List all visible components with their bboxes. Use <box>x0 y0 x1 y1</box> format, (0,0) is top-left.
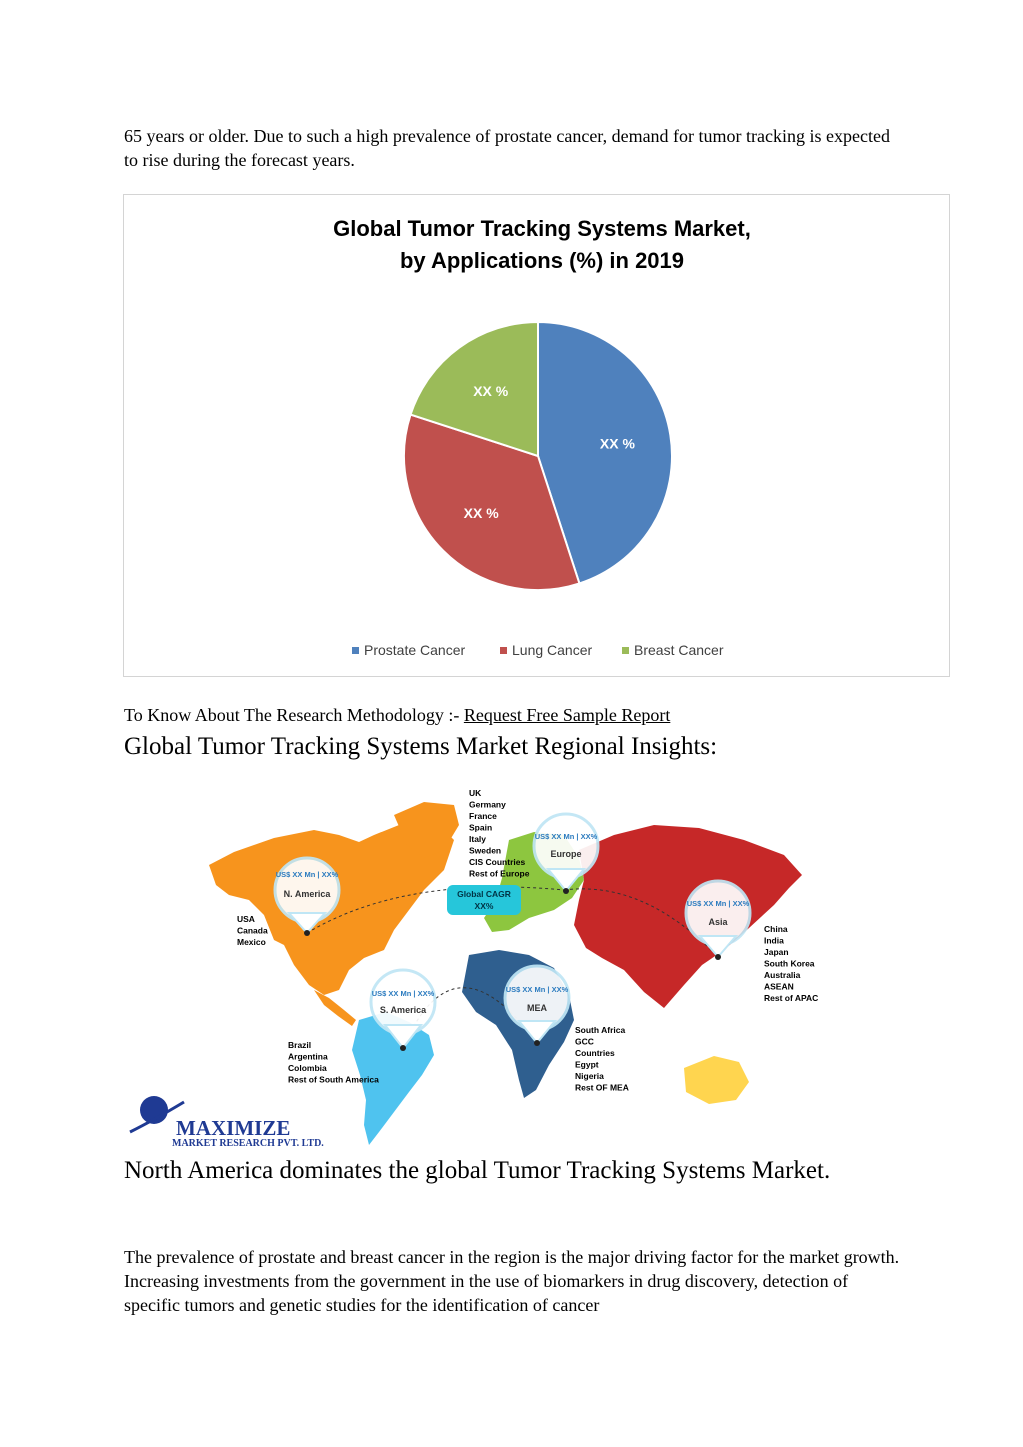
logo-tagline: MARKET RESEARCH PVT. LTD. <box>172 1138 324 1149</box>
logo-wordmark: MAXIMIZE <box>176 1116 291 1140</box>
country-label: Countries <box>575 1048 615 1058</box>
country-label: Australia <box>764 970 801 980</box>
pie-slice-label: XX % <box>599 435 635 452</box>
pin-name-na: N. America <box>283 889 331 899</box>
country-label: Nigeria <box>575 1071 604 1081</box>
central-america-landmass <box>314 990 356 1026</box>
chart-title-line-1: Global Tumor Tracking Systems Market, <box>333 216 751 241</box>
australia-landmass <box>684 1056 749 1104</box>
country-label: France <box>469 811 497 821</box>
country-label: Rest of Europe <box>469 868 530 879</box>
country-label: Sweden <box>469 845 502 856</box>
country-label: South Korea <box>764 958 815 969</box>
country-label: Mexico <box>237 937 266 947</box>
country-label: Rest of APAC <box>764 993 819 1003</box>
pin-name-europe: Europe <box>550 849 582 859</box>
pin-value-mea: US$ XX Mn | XX% <box>505 985 569 994</box>
country-label: USA <box>237 914 255 924</box>
cagr-label: Global CAGR <box>457 889 511 899</box>
prevalence-paragraph: The prevalence of prostate and breast cancer in the region is the major driving factor for the market growth. Increasing investments from the government in the use of biomarkers in drug discovery, detection of specific tumors and genetic studies for the identification of cancer <box>124 1247 900 1315</box>
country-label: Rest of South America <box>288 1074 379 1085</box>
country-label: GCC <box>575 1036 594 1047</box>
pie-chart <box>124 195 949 676</box>
europe-country-list <box>469 788 530 879</box>
country-label: Egypt <box>575 1059 599 1070</box>
country-label: India <box>764 935 784 946</box>
legend-swatch <box>500 647 507 654</box>
country-label: Japan <box>764 947 789 957</box>
country-label: Rest OF MEA <box>575 1082 629 1093</box>
legend-label: Prostate Cancer <box>364 642 466 658</box>
country-label: Argentina <box>288 1051 328 1062</box>
pin-name-sa: S. America <box>379 1005 427 1015</box>
country-label: Germany <box>469 799 506 810</box>
intro-paragraph: 65 years or older. Due to such a high prevalence of prostate cancer, demand for tumor tracking is expected to rise during the forecast years. <box>124 126 890 170</box>
country-label: UK <box>469 788 482 798</box>
apac-country-list <box>764 924 818 1003</box>
pie-slice-label: XX % <box>463 504 499 521</box>
methodology-prefix: To Know About The Research Methodology :- <box>124 705 464 725</box>
legend-swatch <box>622 647 629 654</box>
legend-label: Breast Cancer <box>634 642 724 658</box>
request-sample-link[interactable]: Request Free Sample Report <box>463 705 671 725</box>
regional-map-figure <box>124 780 824 1152</box>
pin-value-europe: US$ XX Mn | XX% <box>534 832 598 841</box>
global-cagr-badge <box>447 885 521 915</box>
world-map <box>124 780 824 1152</box>
country-label: Brazil <box>288 1040 312 1050</box>
pin-name-asia: Asia <box>708 917 728 927</box>
country-label: Canada <box>237 925 268 936</box>
na-country-list <box>237 914 268 947</box>
pin-value-asia: US$ XX Mn | XX% <box>686 899 750 908</box>
pin-value-na: US$ XX Mn | XX% <box>275 870 339 879</box>
country-label: Italy <box>469 834 487 844</box>
pin-name-mea: MEA <box>527 1003 547 1013</box>
legend-swatch <box>352 647 359 654</box>
country-label: China <box>764 924 788 934</box>
country-label: CIS Countries <box>469 857 526 867</box>
country-label: ASEAN <box>764 981 794 992</box>
pie-chart-figure <box>123 194 950 677</box>
country-label: Colombia <box>288 1063 327 1073</box>
maximize-logo <box>130 1096 324 1149</box>
pin-value-sa: US$ XX Mn | XX% <box>371 989 435 998</box>
mea-country-list <box>575 1025 629 1093</box>
cagr-value: XX% <box>474 901 494 911</box>
regional-insights-heading: Global Tumor Tracking Systems Market Regional Insights: <box>124 733 718 760</box>
country-label: South Africa <box>575 1025 626 1035</box>
chart-title-line-2: by Applications (%) in 2019 <box>399 248 685 273</box>
methodology-line <box>124 703 904 727</box>
north-america-heading: North America dominates the global Tumor Tracking Systems Market. <box>124 1157 831 1184</box>
legend-label: Lung Cancer <box>512 642 593 658</box>
country-label: Spain <box>469 822 493 833</box>
pie-slice-label: XX % <box>473 382 509 399</box>
